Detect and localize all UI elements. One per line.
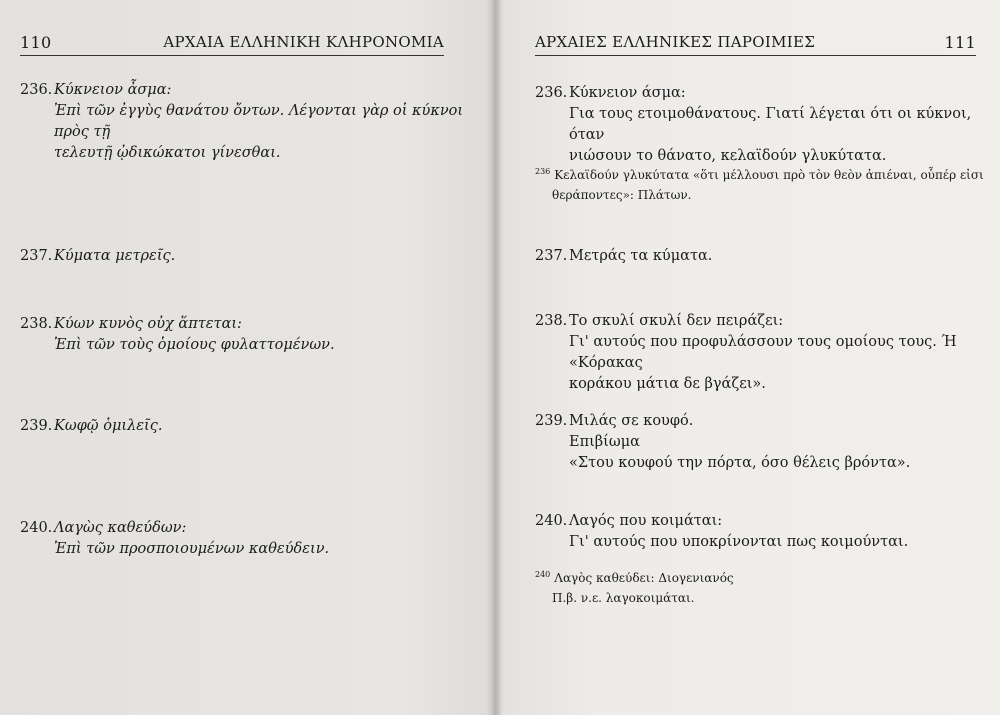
entry-heading: Λαγὼς καθεύδων: xyxy=(54,520,187,536)
entry-line: Για τους ετοιμοθάνατους. Γιατί λέγεται ότι οι κύκνοι, όταν xyxy=(569,106,972,143)
right-entry-236 xyxy=(535,83,1000,167)
left-header-rule xyxy=(20,55,444,56)
right-entry-237 xyxy=(535,246,712,267)
right-page-number: 111 xyxy=(944,33,976,52)
footnote-236 xyxy=(535,162,984,205)
entry-line: Γι' αυτούς που προφυλάσσουν τους ομοίους τους. Ή «Κόρακας xyxy=(569,334,957,371)
entry-line: τελευτῇ ᾠδικώκατοι γίνεσθαι. xyxy=(54,145,281,161)
entry-heading: Λαγός που κοιμάται: xyxy=(569,513,723,529)
entry-number: 240. xyxy=(20,520,53,536)
entry-heading: Κύκνειον άσμα: xyxy=(569,85,686,101)
left-entry-236 xyxy=(20,80,490,164)
footnote-line: Κελαϊδούν γλυκύτατα «ὅτι μέλλουσι πρὸ τὸν θεὸν ἀπιέναι, οὗπέρ εἰσι xyxy=(554,168,984,182)
left-page-number: 110 xyxy=(20,33,52,52)
entry-number: 236. xyxy=(20,82,53,98)
entry-heading: Μιλάς σε κουφό. xyxy=(569,413,694,429)
entry-heading: Κύων κυνὸς οὐχ ἅπτεται: xyxy=(54,316,242,332)
entry-heading: Κύματα μετρεῖς. xyxy=(54,248,176,264)
left-entry-239 xyxy=(20,416,162,437)
right-running-title: ΑΡΧΑΙΕΣ ΕΛΛΗΝΙΚΕΣ ΠΑΡΟΙΜΙΕΣ xyxy=(535,33,816,51)
entry-number: 239. xyxy=(535,413,568,429)
footnote-ref: 236 xyxy=(535,167,551,176)
left-page xyxy=(0,0,490,715)
entry-number: 237. xyxy=(20,248,53,264)
entry-line: Επιβίωμα xyxy=(569,434,640,450)
entry-number: 240. xyxy=(535,513,568,529)
entry-line: Ἐπὶ τῶν προσποιουμένων καθεύδειν. xyxy=(54,541,330,557)
entry-number: 236. xyxy=(535,85,568,101)
right-header-rule xyxy=(535,55,976,56)
entry-number: 238. xyxy=(20,316,53,332)
right-page xyxy=(498,0,1000,715)
right-entry-238 xyxy=(535,311,1000,395)
entry-heading: Κύκνειον ἆσμα: xyxy=(54,82,172,98)
entry-line: Γι' αυτούς που υποκρίνονται πως κοιμούνται. xyxy=(569,534,909,550)
left-entry-237 xyxy=(20,246,175,267)
footnote-line: Π.β. ν.ε. λαγοκοιμάται. xyxy=(552,591,695,605)
entry-heading: Μετράς τα κύματα. xyxy=(569,248,713,264)
right-entry-239 xyxy=(535,411,910,474)
entry-line: κοράκου μάτια δε βγάζει». xyxy=(569,376,766,392)
left-entry-240 xyxy=(20,518,329,560)
left-running-title: ΑΡΧΑΙΑ ΕΛΛΗΝΙΚΗ ΚΛΗΡΟΝΟΜΙΑ xyxy=(163,33,444,51)
entry-line: Ἐπὶ τῶν ἐγγὺς θανάτου ὄντων. Λέγονται γὰρ οἱ κύκνοι πρὸς τῇ xyxy=(54,103,464,140)
footnote-line: θεράποντες»: Πλάτων. xyxy=(552,188,692,202)
entry-number: 238. xyxy=(535,313,568,329)
entry-line: Ἐπὶ τῶν τοὺς ὁμοίους φυλαττομένων. xyxy=(54,337,335,353)
entry-heading: Το σκυλί σκυλί δεν πειράζει: xyxy=(569,313,784,329)
entry-line: νιώσουν το θάνατο, κελαϊδούν γλυκύτατα. xyxy=(569,148,887,164)
footnote-ref: 240 xyxy=(535,570,551,579)
entry-number: 239. xyxy=(20,418,53,434)
entry-heading: Κωφῷ ὁμιλεῖς. xyxy=(54,418,163,434)
footnote-240 xyxy=(535,565,734,608)
footnote-line: Λαγὸς καθεύδει: Διογενιανός xyxy=(554,571,734,585)
left-entry-238 xyxy=(20,314,335,356)
entry-number: 237. xyxy=(535,248,568,264)
entry-line: «Στου κουφού την πόρτα, όσο θέλεις βρόντα». xyxy=(569,455,911,471)
right-entry-240 xyxy=(535,511,908,553)
